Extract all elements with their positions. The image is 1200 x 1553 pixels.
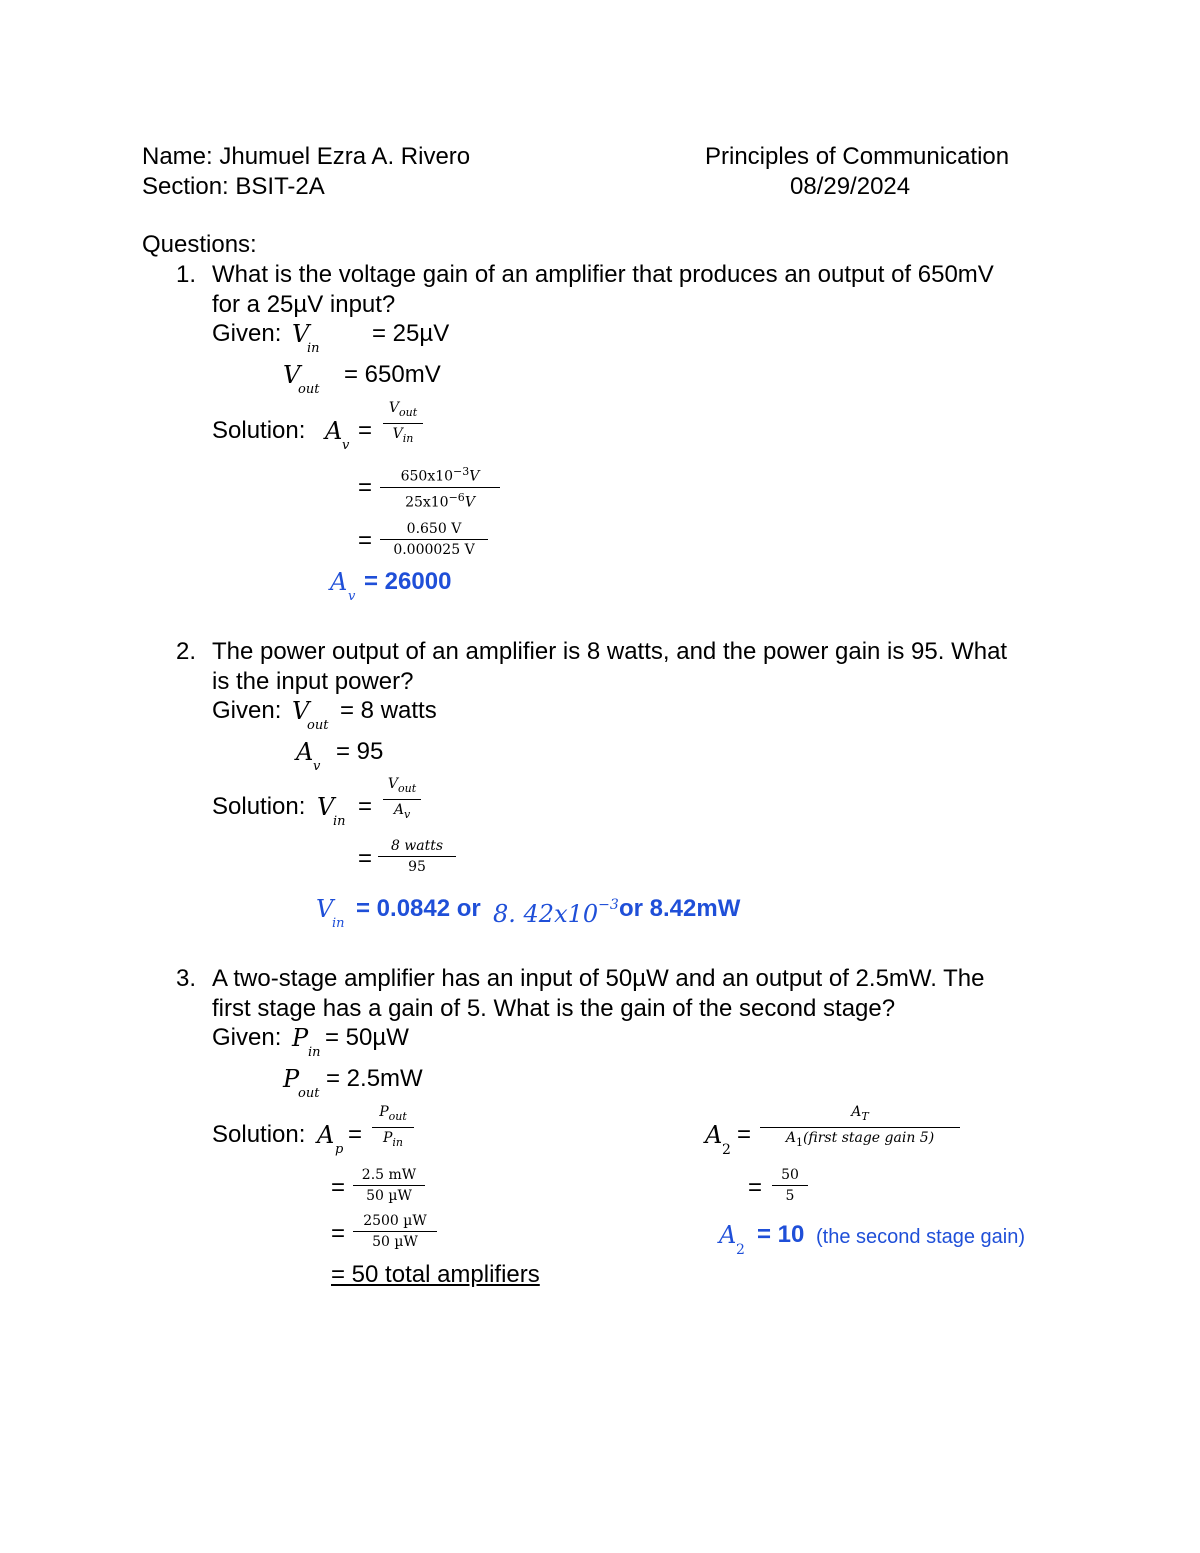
q2-av-value: = 95: [336, 738, 384, 765]
q3-fraction-2: [353, 1167, 425, 1204]
q2-vin-symbol: V: [317, 793, 335, 821]
q3-given-label: Given:: [212, 1024, 282, 1051]
q3-a2-symbol: A: [705, 1121, 723, 1149]
q1-solution-label: Solution:: [212, 417, 306, 444]
q1-number: 1.: [176, 261, 197, 288]
document-date: 08/29/2024: [790, 173, 911, 200]
q2-step2-numerator: 8 watts: [390, 838, 444, 854]
q3-a2-equals-1: =: [737, 1121, 752, 1148]
q2-vout-subscript: out: [307, 718, 329, 733]
q2-text-line1: The power output of an amplifier is 8 watts, and the power gain is 95. What: [212, 638, 1008, 665]
q2-step2-denominator: 95: [408, 859, 426, 875]
q1-vout-symbol: V: [283, 361, 301, 389]
q2-vout-symbol: V: [292, 697, 310, 725]
q3-total: = 50 total amplifiers: [331, 1261, 540, 1288]
q3-number: 3.: [176, 965, 197, 992]
q1-fraction-3: [380, 521, 488, 558]
q3-equals-1: =: [348, 1121, 363, 1148]
q3-a2-denominator: (first stage gain 5): [802, 1129, 935, 1146]
q2-answer-symbol: V: [316, 895, 334, 923]
q3-pout-subscript: out: [298, 1086, 320, 1101]
student-section: Section: BSIT-2A: [142, 173, 325, 200]
q1-equals-2: =: [358, 474, 373, 501]
q3-ap-symbol: A: [317, 1121, 335, 1149]
q2-fraction-2: [378, 838, 456, 875]
q1-equals-3: =: [358, 527, 373, 554]
questions-heading: Questions:: [142, 231, 257, 258]
q3-step2-denominator: 50 µW: [366, 1188, 412, 1204]
q3-a2-fraction-1: $A_T$ $A_1(first$ stage gain 5): [760, 1104, 960, 1151]
q2-number: 2.: [176, 638, 197, 665]
q1-answer: = 26000: [364, 568, 452, 595]
q2-answer-exponent: −3: [598, 897, 619, 913]
q2-given-label: Given:: [212, 697, 282, 724]
q3-pin-symbol: P: [292, 1024, 309, 1052]
q2-fraction-1: $V_{out}$ $A_v$: [383, 776, 421, 823]
q1-step2-denominator: 25x10: [405, 494, 449, 511]
q2-answer-subscript: in: [332, 916, 345, 931]
q2-av-subscript: v: [313, 759, 321, 774]
q1-av-symbol: A: [325, 417, 343, 445]
q3-a2-answer-symbol: A: [719, 1221, 737, 1249]
q2-equals-2: =: [358, 845, 373, 872]
q1-fraction-1: $V_{out}$ $V_{in}$: [383, 400, 423, 447]
q3-pout-symbol: P: [283, 1065, 300, 1093]
q3-step3-numerator: 2500 µW: [363, 1213, 427, 1229]
q1-fraction-2: $650x10^{-3}V$ $25x10^{-6}V$: [380, 464, 500, 510]
q1-step3-numerator: 0.650 V: [406, 521, 462, 537]
q2-answer-math: [493, 895, 619, 928]
q1-equals-1: =: [358, 417, 373, 444]
q2-av-symbol: A: [296, 738, 314, 766]
q2-solution-label: Solution:: [212, 793, 306, 820]
q3-a2-fraction-2: [772, 1167, 808, 1204]
q3-text-line2: first stage has a gain of 5. What is the gain of the second stage?: [212, 995, 896, 1022]
q1-text-line1: What is the voltage gain of an amplifier that produces an output of 650mV: [212, 261, 994, 288]
q3-equals-3: =: [331, 1220, 346, 1247]
q2-vin-subscript: in: [333, 814, 346, 829]
q1-vin-subscript: in: [307, 341, 320, 356]
q2-equals-1: =: [358, 793, 373, 820]
q3-a2-equals-2: =: [748, 1174, 763, 1201]
q3-step3-denominator: 50 µW: [372, 1234, 418, 1250]
q1-step2-numerator: 650x10: [400, 468, 454, 485]
q1-vin-symbol: V: [292, 320, 310, 348]
q3-pout-value: = 2.5mW: [326, 1065, 423, 1092]
q3-solution-label: Solution:: [212, 1121, 306, 1148]
q3-pin-subscript: in: [308, 1045, 321, 1060]
q1-step2-den-exponent: −6: [448, 490, 465, 504]
course-title: Principles of Communication: [705, 143, 1010, 170]
q1-av-subscript: v: [342, 438, 350, 453]
q3-a2-subscript: 2: [722, 1142, 731, 1158]
q3-a2-step2-numerator: 50: [781, 1167, 799, 1183]
q1-step3-denominator: 0.000025 V: [393, 542, 475, 558]
q1-vin-value: = 25µV: [372, 320, 450, 347]
q2-vout-value: = 8 watts: [340, 697, 437, 724]
q3-a2-step2-denominator: 5: [785, 1188, 795, 1204]
q1-given-label: Given:: [212, 320, 282, 347]
q2-answer-part2: or 8.42mW: [619, 895, 741, 922]
q3-a2-answer: = 10: [757, 1221, 805, 1248]
student-name: Name: Jhumuel Ezra A. Rivero: [142, 143, 471, 170]
q2-text-line2: is the input power?: [212, 668, 414, 695]
q1-answer-subscript: v: [348, 589, 356, 604]
q3-a2-note: (the second stage gain): [816, 1226, 1026, 1248]
q2-answer-part1: = 0.0842 or: [356, 895, 481, 922]
q1-answer-symbol: A: [330, 568, 348, 596]
q3-equals-2: =: [331, 1174, 346, 1201]
q3-step2-numerator: 2.5 mW: [361, 1167, 417, 1183]
q2-answer-mantissa: 8. 42x10: [493, 900, 599, 928]
q3-fraction-1: $P_{out}$ $P_{in}$: [372, 1104, 414, 1151]
q1-vout-value: = 650mV: [344, 361, 441, 388]
q1-text-line2: for a 25µV input?: [212, 291, 396, 318]
q3-pin-value: = 50µW: [325, 1024, 409, 1051]
q3-text-line1: A two-stage amplifier has an input of 50µW and an output of 2.5mW. The: [212, 965, 985, 992]
q3-ap-subscript: p: [335, 1142, 344, 1157]
q1-step2-num-exponent: −3: [453, 465, 470, 478]
q3-a2-answer-subscript: 2: [736, 1242, 745, 1258]
q1-vout-subscript: out: [298, 382, 320, 397]
q3-fraction-3: [353, 1213, 437, 1250]
